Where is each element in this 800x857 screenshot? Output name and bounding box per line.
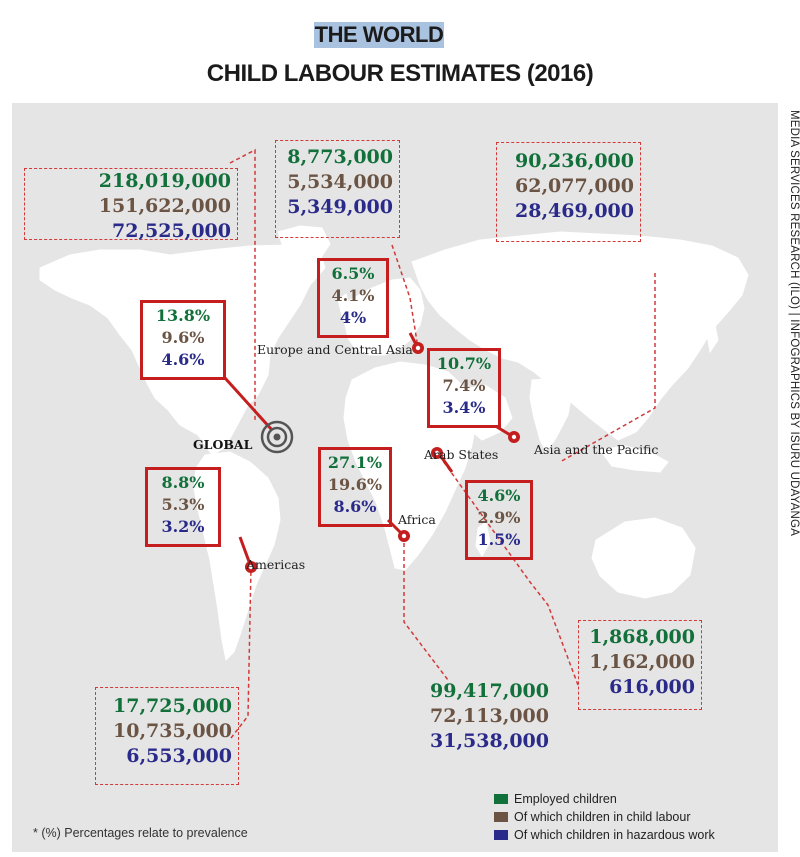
box-americas-pct (145, 467, 221, 547)
legend-item-employed (494, 790, 715, 808)
global-pct-child-labour: 9.6% (161, 328, 205, 347)
continent-india (530, 378, 572, 452)
legend-swatch-child-labour (494, 812, 508, 822)
box-arab-numbers (578, 620, 702, 710)
africa-child-labour: 72,113,000 (430, 705, 549, 727)
asia-hazardous: 28,469,000 (515, 200, 634, 222)
arab-child-labour: 1,162,000 (589, 651, 695, 673)
label-asia: Asia and the Pacific (534, 442, 659, 457)
americas-employed: 17,725,000 (113, 695, 232, 717)
label-global: GLOBAL (193, 437, 253, 452)
legend-swatch-employed (494, 794, 508, 804)
box-africa-pct (318, 447, 392, 527)
africa-pct-employed: 27.1% (327, 453, 383, 472)
americas-hazardous: 6,553,000 (126, 745, 232, 767)
legend (494, 790, 715, 844)
box-global-numbers (24, 168, 238, 240)
header-world: THE WORLD (314, 22, 444, 47)
africa-hazardous: 31,538,000 (430, 730, 549, 752)
global-pct-employed: 13.8% (155, 306, 211, 325)
legend-label-hazardous: Of which children in hazardous work (514, 828, 715, 842)
global-pct-hazardous: 4.6% (161, 350, 205, 369)
global-hazardous: 72,525,000 (112, 220, 231, 242)
europe-employed: 8,773,000 (287, 146, 393, 168)
legend-item-child-labour (494, 808, 715, 826)
box-global-pct (140, 300, 226, 380)
box-africa-numbers (411, 675, 555, 763)
legend-item-hazardous (494, 826, 715, 844)
credit-line: MEDIA SERVICES RESEARCH (ILO) | INFOGRAPHICS BY ISURU UDAYANGA (788, 110, 800, 537)
global-employed: 218,019,000 (98, 170, 231, 192)
legend-label-child-labour: Of which children in child labour (514, 810, 691, 824)
page-title: CHILD LABOUR ESTIMATES (2016) (206, 60, 594, 87)
europe-pct-employed: 6.5% (331, 264, 375, 283)
arab-pct-hazardous: 1.5% (477, 530, 521, 549)
arab-pct-employed: 4.6% (477, 486, 521, 505)
arab-pct-child-labour: 2.9% (477, 508, 521, 527)
legend-label-employed: Employed children (514, 792, 617, 806)
europe-hazardous: 5,349,000 (287, 196, 393, 218)
americas-child-labour: 10,735,000 (113, 720, 232, 742)
footnote: * (%) Percentages relate to prevalence (33, 826, 248, 840)
box-europe-numbers (275, 140, 400, 238)
label-arab: Arab States (424, 447, 499, 462)
global-target-icon (262, 422, 292, 452)
label-europe: Europe and Central Asia (257, 342, 413, 357)
americas-pct-employed: 8.8% (161, 473, 205, 492)
legend-swatch-hazardous (494, 830, 508, 840)
asia-pct-child-labour: 7.4% (442, 376, 486, 395)
europe-child-labour: 5,534,000 (287, 171, 393, 193)
africa-pct-child-labour: 19.6% (327, 475, 383, 494)
asia-pct-employed: 10.7% (436, 354, 492, 373)
box-europe-pct (317, 258, 389, 338)
global-child-labour: 151,622,000 (98, 195, 231, 217)
europe-pct-child-labour: 4.1% (331, 286, 375, 305)
africa-employed: 99,417,000 (430, 680, 549, 702)
continent-australia (592, 518, 695, 598)
americas-pct-child-labour: 5.3% (161, 495, 205, 514)
asia-pct-hazardous: 3.4% (442, 398, 486, 417)
arab-hazardous: 616,000 (609, 676, 695, 698)
arab-employed: 1,868,000 (589, 626, 695, 648)
europe-pct-hazardous: 4% (339, 308, 367, 327)
box-arab-pct (465, 480, 533, 560)
americas-pct-hazardous: 3.2% (161, 517, 205, 536)
box-asia-numbers (496, 142, 641, 242)
africa-pct-hazardous: 8.6% (333, 497, 377, 516)
box-americas-numbers (95, 687, 239, 785)
asia-employed: 90,236,000 (515, 150, 634, 172)
label-africa: Africa (398, 512, 436, 527)
box-asia-pct (427, 348, 501, 428)
label-americas: Americas (246, 557, 306, 572)
asia-child-labour: 62,077,000 (515, 175, 634, 197)
